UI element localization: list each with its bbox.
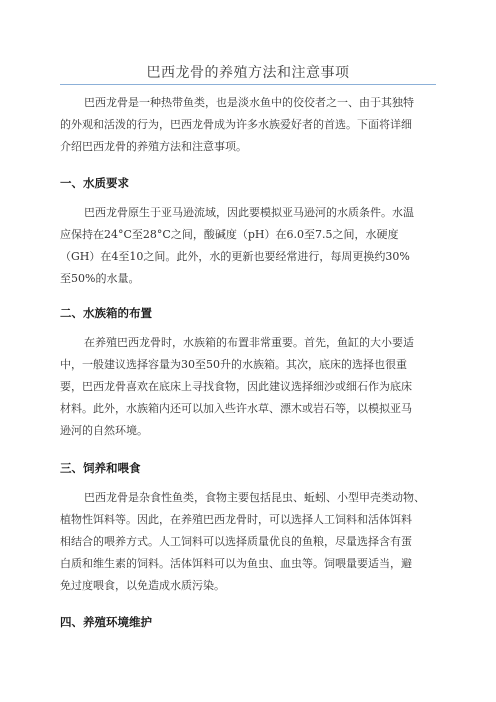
section-paragraph <box>60 487 460 597</box>
title-underline <box>60 84 436 85</box>
paragraph-line: （GH）在4至10之间。此外，水的更新也要经常进行，每周更换约30% <box>60 250 410 263</box>
paragraph-line: 巴西龙骨是杂食性鱼类，食物主要包括昆虫、蚯蚓、小型甲壳类动物、 <box>84 491 425 504</box>
section-heading: 一、水质要求 <box>60 176 129 190</box>
intro-paragraph <box>60 92 460 158</box>
section-paragraph <box>60 202 460 290</box>
paragraph-line: 巴西龙骨原生于亚马逊流域，因此要模拟亚马逊河的水质条件。水温 <box>84 206 414 219</box>
paragraph-line: 应保持在24°C至28°C之间，酸碱度（pH）在6.0至7.5之间，水硬度 <box>60 228 399 241</box>
paragraph-line: 相结合的喂养方式。人工饲料可以选择质量优良的鱼粮，尽量选择含有蛋 <box>60 535 412 548</box>
page-title: 巴西龙骨的养殖方法和注意事项 <box>146 65 350 81</box>
paragraph-line: 介绍巴西龙骨的养殖方法和注意事项。 <box>60 140 247 153</box>
paragraph-line: 的外观和活泼的行为，巴西龙骨成为许多水族爱好者的首选。下面将详细 <box>60 118 412 131</box>
section-paragraph <box>60 332 460 442</box>
paragraph-line: 至50%的水量。 <box>60 272 140 285</box>
section-heading: 四、养殖环境维护 <box>60 615 152 629</box>
paragraph-line: 要，巴西龙骨喜欢在底床上寻找食物，因此建议选择细沙或细石作为底床 <box>60 380 412 393</box>
paragraph-line: 白质和维生素的饲料。活体饵料可以为鱼虫、血虫等。饲喂量要适当，避 <box>60 557 412 570</box>
section-heading: 三、饲养和喂食 <box>60 461 141 475</box>
paragraph-line: 中，一般建议选择容量为30至50升的水族箱。其次，底床的选择也很重 <box>60 358 407 371</box>
paragraph-line: 逊河的自然环境。 <box>60 424 148 437</box>
paragraph-line: 植物性饵料等。因此，在养殖巴西龙骨时，可以选择人工饲料和活体饵料 <box>60 513 412 526</box>
paragraph-line: 免过度喂食，以免造成水质污染。 <box>60 579 225 592</box>
paragraph-line: 在养殖巴西龙骨时，水族箱的布置非常重要。首先，鱼缸的大小要适 <box>84 336 414 349</box>
paragraph-line: 材料。此外，水族箱内还可以加入些许水草、漂木或岩石等，以模拟亚马 <box>60 402 412 415</box>
paragraph-line: 巴西龙骨是一种热带鱼类，也是淡水鱼中的佼佼者之一、由于其独特 <box>84 96 414 109</box>
section-heading: 二、水族箱的布置 <box>60 306 152 320</box>
